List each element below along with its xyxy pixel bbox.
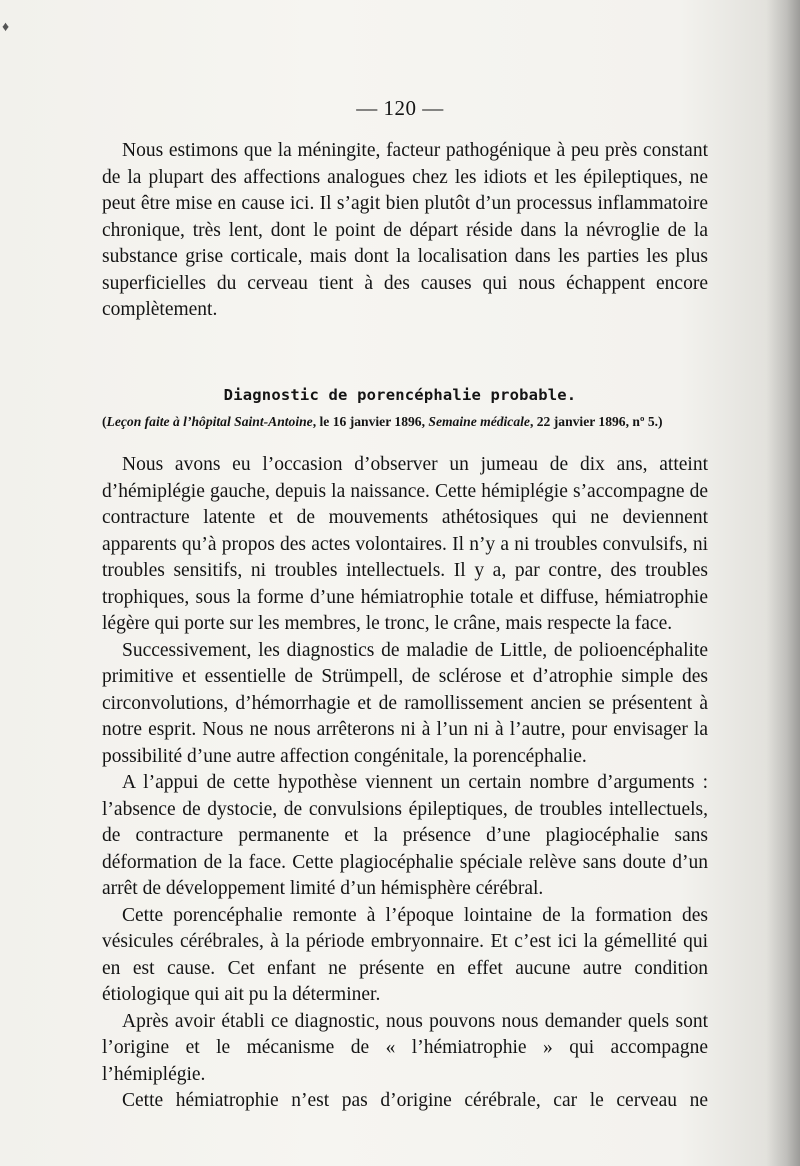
section-heading: Diagnostic de porencéphalie probable.: [223, 386, 577, 404]
page-gutter-shadow: [766, 0, 800, 1166]
citation-end: , 22 janvier 1896, nº 5.): [529, 414, 663, 429]
citation-date: , le 16 janvier 1896,: [312, 414, 429, 429]
intro-paragraph: Nous estimons que la méningite, facteur pathogénique à peu près constant de la plupart des affections analogues chez les idiots et les épileptiques, ne peut être mise en cause ici. Il s’agit bien plutôt d’un processus inflammatoire chronique, très lent, dont le point de départ réside dans la névroglie de la substance grise corticale, mais dont la localisation dans les parties les plus superficielles du cerveau tient à des causes qui nous échappent encore complètement.: [102, 140, 708, 320]
citation-lecture: Leçon faite à l’hôpital Saint-Antoine: [106, 414, 313, 429]
body-paragraph: Après avoir établi ce diagnostic, nous pouvons nous demander quels sont l’origine et le mécanisme de « l’hémiatrophie » qui accompagne l’hémiplégie.: [102, 1010, 708, 1085]
body-paragraph: Successivement, les diagnostics de maladie de Little, de polioencéphalite primitive et essentielle de Strümpell, de sclérose et d’atrophie simple des circonvolutions, d’hémorrhagie et de ramollissement ancien se présentent à notre esprit. Nous ne nous arrêterons ni à l’un ni à l’autre, pour envisager la possibilité d’une autre affection congénitale, la porencéphalie.: [102, 639, 708, 767]
citation-open: (: [102, 414, 107, 429]
section-source-citation: [102, 414, 708, 430]
body-paragraph: Nous avons eu l’occasion d’observer un jumeau de dix ans, atteint d’hémiplégie gauche, depuis la naissance. Cette hémiplégie s’accompagne de contracture latente et de mouvements athétosiques qui ne deviennent apparents qu’à propos des actes volontaires. Il n’y a ni troubles convulsifs, ni troubles sensitifs, ni troubles intellectuels. Il y a, par contre, des troubles trophiques, sous la forme d’une hémiatrophie totale et diffuse, hémiatrophie légère qui porte sur les membres, le tronc, le crâne, mais respecte la face.: [102, 454, 708, 634]
intro-paragraph-block: [102, 138, 708, 324]
page-number: — 120 —: [356, 96, 444, 120]
body-paragraph: A l’appui de cette hypothèse viennent un certain nombre d’arguments : l’absence de dystocie, de convulsions épileptiques, de troubles intellectuels, de contracture permanente et la présence d’une plagiocéphalie sans déformation de la face. Cette plagiocéphalie spéciale relève sans doute d’un arrêt de développement limité d’un hémisphère cérébral.: [102, 772, 708, 899]
body-paragraph: Cette hémiatrophie n’est pas d’origine cérébrale, car le cerveau ne: [122, 1090, 708, 1111]
citation-journal: Semaine médicale: [428, 414, 530, 429]
body-paragraph: Cette porencéphalie remonte à l’époque lointaine de la formation des vésicules cérébrales, à la période embryonnaire. Et c’est ici la gémellité qui en est cause. Cet enfant ne présente en effet aucune autre condition étiologique qui ait pu la déterminer.: [102, 904, 708, 1005]
margin-mark: ♦: [2, 20, 10, 35]
body-paragraph-block: [102, 452, 708, 1115]
